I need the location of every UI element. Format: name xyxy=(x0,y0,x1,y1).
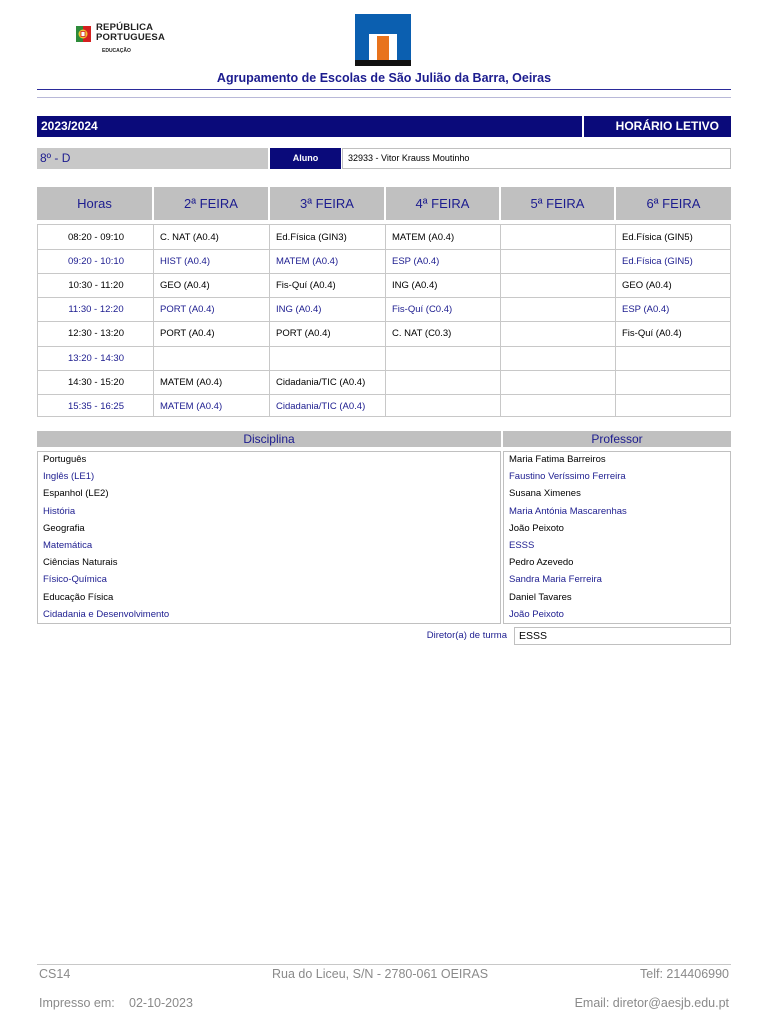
class-director-label: Diretor(a) de turma xyxy=(426,630,507,641)
schedule-class-cell: Cidadania/TIC (A0.4) xyxy=(276,377,366,388)
discipline-item: Matemática xyxy=(43,540,93,551)
schedule-time-cell: 10:30 - 11:20 xyxy=(68,280,124,291)
header-divider-light xyxy=(37,97,731,98)
teacher-item: João Peixoto xyxy=(509,522,564,534)
schedule-time-cell: 11:30 - 12:20 xyxy=(68,304,124,315)
schedule-class-cell: MATEM (A0.4) xyxy=(160,401,223,412)
portugal-emblem-icon xyxy=(76,22,92,46)
teacher-item: Maria Antónia Mascarenhas xyxy=(509,505,627,517)
schedule-class-cell xyxy=(616,346,730,370)
schedule-time-cell: 08:20 - 09:10 xyxy=(68,232,124,243)
schedule-time-cell: 12:30 - 13:20 xyxy=(68,328,124,339)
schedule-class-cell: HIST (A0.4) xyxy=(160,256,210,267)
schedule-class-cell xyxy=(386,370,501,394)
schedule-class-cell: Ed.Física (GIN5) xyxy=(622,256,693,267)
schedule-time-cell: 15:35 - 16:25 xyxy=(68,401,124,412)
year-bar xyxy=(37,116,731,137)
schedule-class-cell: MATEM (A0.4) xyxy=(276,256,339,267)
student-value: 32933 - Vitor Krauss Moutinho xyxy=(342,148,731,169)
schedule-header-tuesday: 3ª FEIRA xyxy=(270,187,384,220)
class-name: 8º - D xyxy=(37,148,268,169)
schedule-class-cell: ESP (A0.4) xyxy=(392,256,440,267)
schedule-class-cell xyxy=(501,225,616,249)
schedule-class-cell: ING (A0.4) xyxy=(392,280,438,291)
footer-email: Email: diretor@aesjb.edu.pt xyxy=(574,996,729,1010)
teacher-item: ESSS xyxy=(509,540,535,551)
schedule-class-cell: ESP (A0.4) xyxy=(622,304,670,315)
schedule-class-cell: PORT (A0.4) xyxy=(276,328,331,339)
footer-divider xyxy=(37,964,731,965)
schedule-class-cell xyxy=(501,321,616,345)
gov-logo-line3: EDUCAÇÃO xyxy=(102,48,131,54)
teacher-item: Pedro Azevedo xyxy=(509,557,574,569)
schedule-header-hours: Horas xyxy=(37,187,152,220)
school-year: 2023/2024 xyxy=(37,116,582,137)
gov-logo-line1: REPÚBLICA xyxy=(96,22,154,33)
schedule-class-cell: GEO (A0.4) xyxy=(622,280,672,291)
discipline-item: Educação Física xyxy=(43,591,114,603)
schedule-class-cell: PORT (A0.4) xyxy=(160,304,215,315)
schedule-class-cell xyxy=(270,346,386,370)
schedule-class-cell xyxy=(501,346,616,370)
teacher-item: Daniel Tavares xyxy=(509,591,572,603)
schedule-class-cell: MATEM (A0.4) xyxy=(392,232,455,243)
schedule-class-cell: ING (A0.4) xyxy=(276,304,322,315)
schedule-class-cell: MATEM (A0.4) xyxy=(160,377,223,388)
schedule-time-cell: 13:20 - 14:30 xyxy=(68,353,124,364)
discipline-item: Português xyxy=(43,454,87,465)
school-name: Agrupamento de Escolas de São Julião da Barra, Oeiras xyxy=(216,71,552,85)
footer-printed-date: 02-10-2023 xyxy=(129,996,193,1010)
discipline-item: Ciências Naturais xyxy=(43,557,118,569)
schedule-time-cell: 14:30 - 15:20 xyxy=(68,377,124,388)
school-logo-icon xyxy=(355,14,411,66)
schedule-class-cell: PORT (A0.4) xyxy=(160,328,215,339)
teachers-list xyxy=(503,451,731,624)
schedule-header-thursday: 5ª FEIRA xyxy=(501,187,614,220)
schedule-class-cell: Fis-Quí (A0.4) xyxy=(622,328,682,339)
republica-portuguesa-logo xyxy=(76,20,176,58)
schedule-class-cell: C. NAT (A0.4) xyxy=(160,232,219,243)
schedule-class-cell xyxy=(386,346,501,370)
schedule-class-cell: Fis-Quí (C0.4) xyxy=(392,304,453,315)
schedule-class-cell xyxy=(154,346,270,370)
schedule-class-cell: Ed.Física (GIN3) xyxy=(276,232,347,243)
schedule-class-cell xyxy=(501,297,616,321)
schedule-class-cell: Ed.Física (GIN5) xyxy=(622,232,693,243)
schedule-class-cell: Cidadania/TIC (A0.4) xyxy=(276,401,366,412)
footer-phone: Telf: 214406990 xyxy=(640,967,729,981)
teacher-item: Sandra Maria Ferreira xyxy=(509,574,602,586)
teacher-item: João Peixoto xyxy=(509,608,564,620)
schedule-class-cell xyxy=(501,394,616,418)
discipline-item: Físico-Química xyxy=(43,574,107,586)
schedule-header-wednesday: 4ª FEIRA xyxy=(386,187,499,220)
discipline-item: Inglês (LE1) xyxy=(43,471,95,483)
schedule-class-cell: C. NAT (C0.3) xyxy=(392,328,452,339)
discipline-item: Espanhol (LE2) xyxy=(43,488,109,500)
discipline-item: Cidadania e Desenvolvimento xyxy=(43,608,170,620)
footer-code: CS14 xyxy=(39,967,71,981)
schedule-class-cell xyxy=(386,394,501,418)
discipline-item: História xyxy=(43,505,76,517)
schedule-class-cell xyxy=(501,249,616,273)
gov-logo-line2: PORTUGUESA xyxy=(96,32,166,43)
disciplines-header: Disciplina xyxy=(37,431,501,447)
schedule-type: HORÁRIO LETIVO xyxy=(584,116,731,137)
schedule-header-monday: 2ª FEIRA xyxy=(154,187,268,220)
disciplines-list xyxy=(37,451,501,624)
teacher-item: Susana Ximenes xyxy=(509,488,581,500)
teachers-header: Professor xyxy=(503,431,731,447)
schedule-class-cell xyxy=(501,370,616,394)
schedule-header-friday: 6ª FEIRA xyxy=(616,187,731,220)
schedule-class-cell xyxy=(616,370,730,394)
teacher-item: Maria Fatima Barreiros xyxy=(509,454,606,465)
discipline-item: Geografia xyxy=(43,522,85,534)
header-divider xyxy=(37,89,731,90)
footer-printed-label: Impresso em: xyxy=(39,996,115,1010)
schedule-class-cell xyxy=(501,273,616,297)
class-director-value: ESSS xyxy=(514,627,731,645)
teacher-item: Faustino Veríssimo Ferreira xyxy=(509,471,626,483)
student-label: Aluno xyxy=(270,148,341,169)
schedule-table xyxy=(37,224,731,417)
footer-address: Rua do Liceu, S/N - 2780-061 OEIRAS xyxy=(272,967,489,981)
schedule-time-cell: 09:20 - 10:10 xyxy=(68,256,124,267)
schedule-class-cell: Fis-Quí (A0.4) xyxy=(276,280,336,291)
schedule-class-cell: GEO (A0.4) xyxy=(160,280,210,291)
schedule-class-cell xyxy=(616,394,730,418)
